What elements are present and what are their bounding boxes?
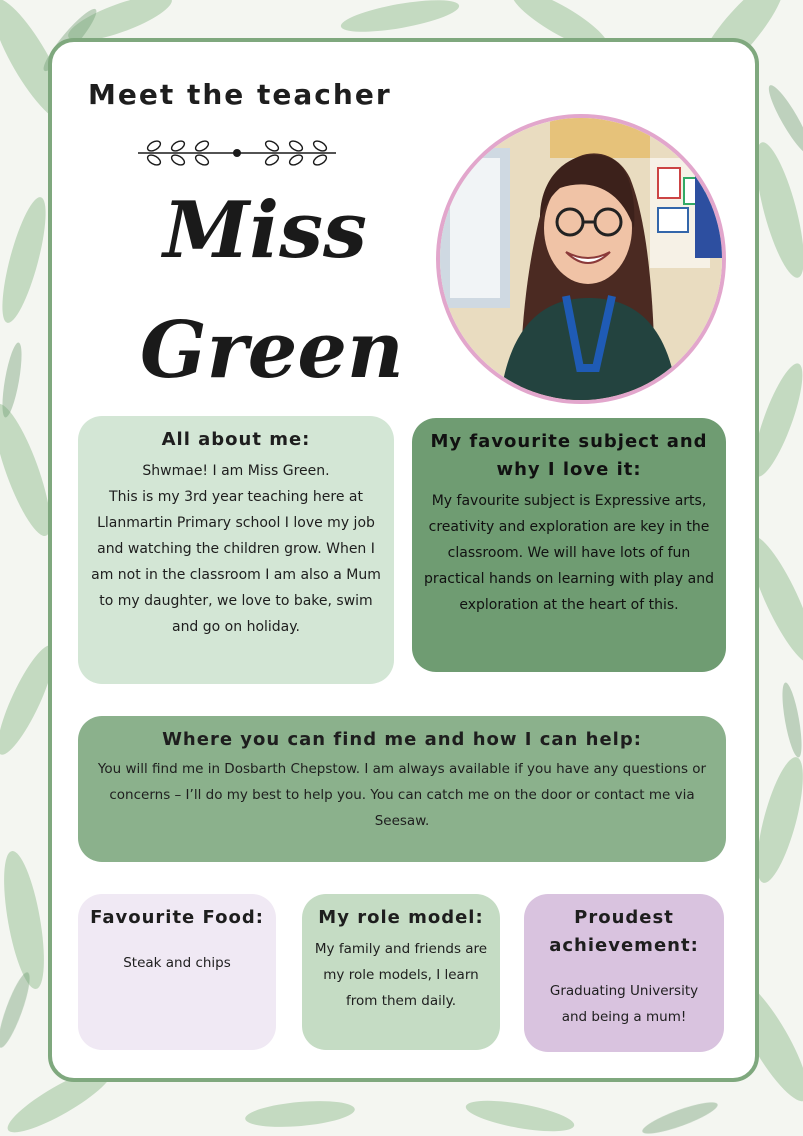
where-to-find-me-heading: Where you can find me and how I can help: xyxy=(162,729,642,750)
role-model-heading: My role model: xyxy=(318,907,484,928)
about-me-heading: All about me: xyxy=(161,429,311,450)
where-to-find-me-text: You will find me in Dosbarth Chepstow. I am always available if you have any questions or concerns – I’ll do my best to help you. You can catch me on the door or contact me via Seesaw. xyxy=(97,761,707,829)
about-me-line-1: Shwmae! I am Miss Green. xyxy=(142,463,330,479)
proudest-achievement-box xyxy=(524,894,724,1052)
teacher-portrait-icon xyxy=(440,118,722,400)
teacher-photo xyxy=(436,114,726,404)
proudest-achievement-text: Graduating University and being a mum! xyxy=(549,983,699,1025)
where-to-find-me-box xyxy=(78,716,726,862)
about-me-box xyxy=(78,416,394,684)
favourite-food-text: Steak and chips xyxy=(123,955,231,971)
favourite-subject-heading: My favourite subject and why I love it: xyxy=(430,431,708,480)
favourite-food-heading: Favourite Food: xyxy=(90,907,264,928)
favourite-food-box xyxy=(78,894,276,1050)
teacher-name-last: Green xyxy=(140,305,404,396)
proudest-achievement-heading: Proudest achievement: xyxy=(549,907,699,956)
favourite-subject-box xyxy=(412,418,726,672)
about-me-line-2: This is my 3rd year teaching here at Llanmartin Primary school I love my job and watching the children grow. When I am not in the classroom I am also a Mum to my daughter, we love to bake, swim and go on holiday. xyxy=(91,489,381,635)
favourite-subject-text: My favourite subject is Expressive arts, creativity and exploration are key in the classroom. We will have lots of fun practical hands on learning with play and exploration at the heart of this. xyxy=(424,493,714,613)
role-model-box xyxy=(302,894,500,1050)
teacher-name-first: Miss xyxy=(163,185,367,276)
role-model-text: My family and friends are my role models, I learn from them daily. xyxy=(314,941,488,1009)
page-title: Meet the teacher xyxy=(88,78,392,111)
leaf-divider-icon xyxy=(134,136,340,170)
